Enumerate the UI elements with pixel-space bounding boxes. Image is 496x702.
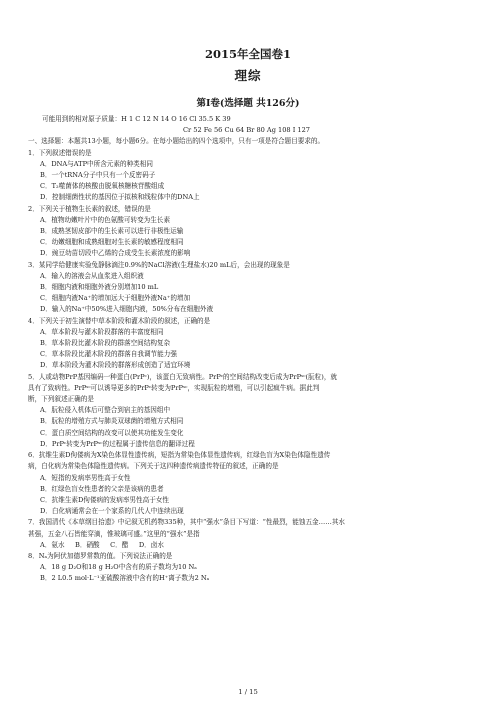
atomic-mass-line-2: Cr 52 Fe 56 Cu 64 Br 80 Ag 108 I 127 xyxy=(183,126,310,135)
answer-option: C．蛋白质空间结构的改变可以使其功能发生变化 xyxy=(40,428,184,437)
answer-option: A．18 g D₂O和18 g H₂O中含有的质子数均为10 Nₐ xyxy=(40,563,197,572)
answer-option: D．白化病通常会在一个家系的几代人中连续出现 xyxy=(40,507,184,516)
subject-title: 理综 xyxy=(234,68,262,83)
question-stem-cont: 甚强，五金八石皆能穿滴，惟玻璃可盛。”这里的“强水”是指 xyxy=(28,529,200,538)
question-stem: 7．我国清代《本草纲目拾遗》中记叙无机药物335种，其中“强水”条目下写道：“性最烈，能蚀五金……其水 xyxy=(28,518,346,527)
answer-option: C．草本阶段比灌木阶段的群落自我调节能力强 xyxy=(40,350,177,359)
answer-option: A．DNA与ATP中所含元素的种类相同 xyxy=(40,159,153,168)
atomic-mass-line-1: 可能用到的相对原子质量：H 1 C 12 N 14 O 16 Cl 35.5 K 39 xyxy=(42,115,231,123)
answer-option: C．抗维生素D佝偻病的发病率男性高于女性 xyxy=(40,495,170,504)
question-stem-cont: 具有了致病性。PrPˢᶜ可以诱导更多的PrPᶜ转变为PrPˢᶜ，实现朊粒的增殖，可以引起疯牛病。据此判 xyxy=(28,383,320,392)
answer-option: B．成熟茎韧皮部中的生长素可以进行非极性运输 xyxy=(40,227,184,236)
question-body xyxy=(28,114,472,585)
answer-option: B．草本阶段比灌木阶段的群落空间结构复杂 xyxy=(40,339,171,348)
answer-option: D．输入的Na⁺中50%进入细胞内液，50%分布在细胞外液 xyxy=(40,305,214,314)
answer-option: D．豌豆幼苗切段中乙烯的合成受生长素浓度的影响 xyxy=(40,249,191,258)
answer-option: C．幼嫩细胞和成熟细胞对生长素的敏感程度相同 xyxy=(40,238,184,247)
answer-option: A．草本阶段与灌木阶段群落的丰富度相同 xyxy=(40,327,164,336)
question-stem: 1．下列叙述错误的是 xyxy=(28,148,92,157)
question-stem: 5．人或动物PrP基因编码一种蛋白(PrPᶜ)，该蛋白无致病性。PrPᶜ的空间结构改变后成为PrPˢᶜ(朊粒)，就 xyxy=(28,372,338,381)
answer-option: C．T₂噬菌体的核酸由脱氧核糖核苷酸组成 xyxy=(40,182,165,191)
answer-option: B．朊粒的增殖方式与肺炎双球菌的增殖方式相同 xyxy=(40,417,184,426)
answer-option: B．红绿色盲女性患者的父亲是该病的患者 xyxy=(40,484,164,493)
answer-option: D．草本阶段为灌木阶段的群落形成创造了适宜环境 xyxy=(40,361,191,370)
answer-option: D．PrPᶜ转变为PrPˢᶜ的过程属于遗传信息的翻译过程 xyxy=(40,439,195,448)
question-stem: 3．某同学给健康实验兔静脉滴注0.9%的NaCl溶液(生理盐水)20 mL后，会出现的现象是 xyxy=(28,260,290,269)
answer-option: A．短指的发病率男性高于女性 xyxy=(40,473,131,482)
instructions: 一、选择题：本题共13小题，每小题6分。在每小题给出的四个选项中，只有一项是符合题目要求的。 xyxy=(28,137,325,146)
section-heading: 第Ⅰ卷(选择题 共126分) xyxy=(196,98,300,109)
question-stem: 4．下列关于初生演替中草本阶段和灌木阶段的叙述，正确的是 xyxy=(28,316,211,325)
question-stem: 2．下列关于植物生长素的叙述，错误的是 xyxy=(28,204,151,213)
answer-option: A．输入的溶液会从血浆进入组织液 xyxy=(40,271,144,280)
question-stem: 8．Nₐ为阿伏加德罗常数的值。下列说法正确的是 xyxy=(28,551,173,560)
question-stem-cont: 断，下列叙述正确的是 xyxy=(28,395,94,404)
answer-option: C．细胞内液Na⁺的增加远大于细胞外液Na⁺的增加 xyxy=(40,294,191,303)
page-number: 1 / 15 xyxy=(238,688,258,696)
answer-option: D．控制细菌性状的基因位于拟核和线粒体中的DNA上 xyxy=(40,193,200,202)
answer-option: B．一个tRNA分子中只有一个反密码子 xyxy=(40,171,156,180)
question-stem: 6．抗维生素D佝偻病为X染色体显性遗传病，短指为常染色体显性遗传病，红绿色盲为X染色体隐性遗传 xyxy=(28,451,331,460)
answer-option: B．细胞内液和细胞外液分别增加10 mL xyxy=(40,283,159,292)
question-stem-cont: 病，白化病为常染色体隐性遗传病。下列关于这四种遗传病遗传特征的叙述，正确的是 xyxy=(28,462,279,471)
inline-answer-options: A．氨水 B．硝酸 C．醋 D．卤水 xyxy=(40,540,164,549)
answer-option: B．2 L0.5 mol·L⁻¹亚硫酸溶液中含有的H⁺离子数为2 Nₐ xyxy=(40,574,210,583)
answer-option: A．植物幼嫩叶片中的色氨酸可转变为生长素 xyxy=(40,215,171,224)
exam-title: 2015年全国卷1 xyxy=(204,47,291,61)
answer-option: A．朊粒侵入机体后可整合到宿主的基因组中 xyxy=(40,406,171,415)
